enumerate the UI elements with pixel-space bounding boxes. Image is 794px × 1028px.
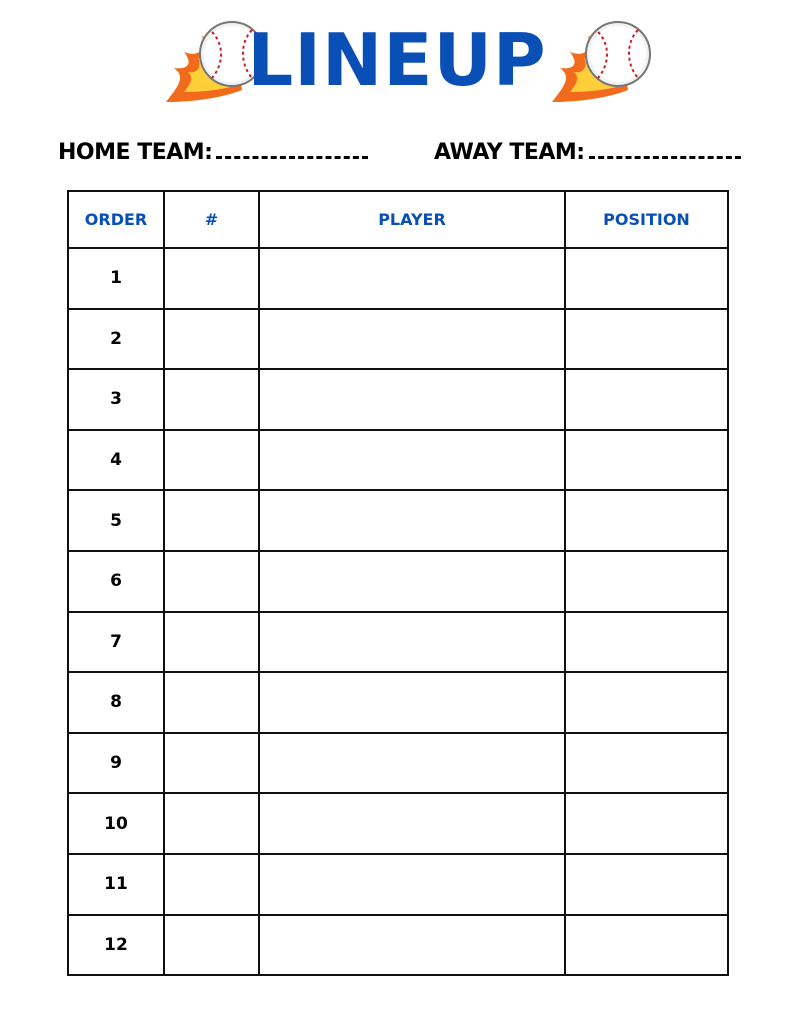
player-name-cell[interactable] (259, 248, 565, 309)
lineup-table (67, 190, 729, 976)
order-cell: 9 (68, 733, 164, 794)
table-row (68, 915, 728, 976)
jersey-number-cell[interactable] (164, 248, 259, 309)
player-name-cell[interactable] (259, 309, 565, 370)
away-team-field[interactable] (434, 134, 741, 171)
table-row (68, 793, 728, 854)
table-row (68, 854, 728, 915)
position-cell[interactable] (565, 672, 728, 733)
column-header-number: # (164, 191, 259, 248)
player-name-cell[interactable] (259, 490, 565, 551)
position-cell[interactable] (565, 915, 728, 976)
player-name-cell[interactable] (259, 854, 565, 915)
jersey-number-cell[interactable] (164, 854, 259, 915)
player-name-cell[interactable] (259, 793, 565, 854)
away-team-blank[interactable] (589, 134, 741, 159)
table-row (68, 551, 728, 612)
order-cell: 5 (68, 490, 164, 551)
player-name-cell[interactable] (259, 430, 565, 491)
player-name-cell[interactable] (259, 612, 565, 673)
player-name-cell[interactable] (259, 915, 565, 976)
header (0, 0, 794, 120)
table-row (68, 309, 728, 370)
team-row (0, 134, 794, 174)
column-header-position: POSITION (565, 191, 728, 248)
player-name-cell[interactable] (259, 369, 565, 430)
order-cell: 11 (68, 854, 164, 915)
jersey-number-cell[interactable] (164, 915, 259, 976)
position-cell[interactable] (565, 309, 728, 370)
order-cell: 7 (68, 612, 164, 673)
flaming-baseball-icon (548, 18, 652, 106)
order-cell: 1 (68, 248, 164, 309)
jersey-number-cell[interactable] (164, 490, 259, 551)
jersey-number-cell[interactable] (164, 430, 259, 491)
page-title: LINEUP (247, 18, 547, 102)
table-row (68, 490, 728, 551)
position-cell[interactable] (565, 793, 728, 854)
player-name-cell[interactable] (259, 551, 565, 612)
jersey-number-cell[interactable] (164, 309, 259, 370)
position-cell[interactable] (565, 733, 728, 794)
away-team-label: AWAY TEAM: (434, 140, 585, 165)
position-cell[interactable] (565, 854, 728, 915)
jersey-number-cell[interactable] (164, 793, 259, 854)
order-cell: 4 (68, 430, 164, 491)
player-name-cell[interactable] (259, 672, 565, 733)
order-cell: 12 (68, 915, 164, 976)
table-row (68, 612, 728, 673)
jersey-number-cell[interactable] (164, 612, 259, 673)
position-cell[interactable] (565, 430, 728, 491)
order-cell: 6 (68, 551, 164, 612)
position-cell[interactable] (565, 490, 728, 551)
lineup-rows (68, 248, 728, 975)
player-name-cell[interactable] (259, 733, 565, 794)
jersey-number-cell[interactable] (164, 672, 259, 733)
order-cell: 10 (68, 793, 164, 854)
position-cell[interactable] (565, 369, 728, 430)
home-team-field[interactable] (58, 134, 368, 171)
jersey-number-cell[interactable] (164, 551, 259, 612)
order-cell: 2 (68, 309, 164, 370)
column-header-player: PLAYER (259, 191, 565, 248)
order-cell: 8 (68, 672, 164, 733)
position-cell[interactable] (565, 248, 728, 309)
table-row (68, 369, 728, 430)
home-team-blank[interactable] (216, 134, 368, 159)
column-header-order: ORDER (68, 191, 164, 248)
order-cell: 3 (68, 369, 164, 430)
table-row (68, 733, 728, 794)
table-row (68, 430, 728, 491)
table-row (68, 248, 728, 309)
home-team-label: HOME TEAM: (58, 140, 213, 165)
jersey-number-cell[interactable] (164, 369, 259, 430)
table-row (68, 672, 728, 733)
position-cell[interactable] (565, 551, 728, 612)
jersey-number-cell[interactable] (164, 733, 259, 794)
table-header-row (68, 191, 728, 248)
position-cell[interactable] (565, 612, 728, 673)
